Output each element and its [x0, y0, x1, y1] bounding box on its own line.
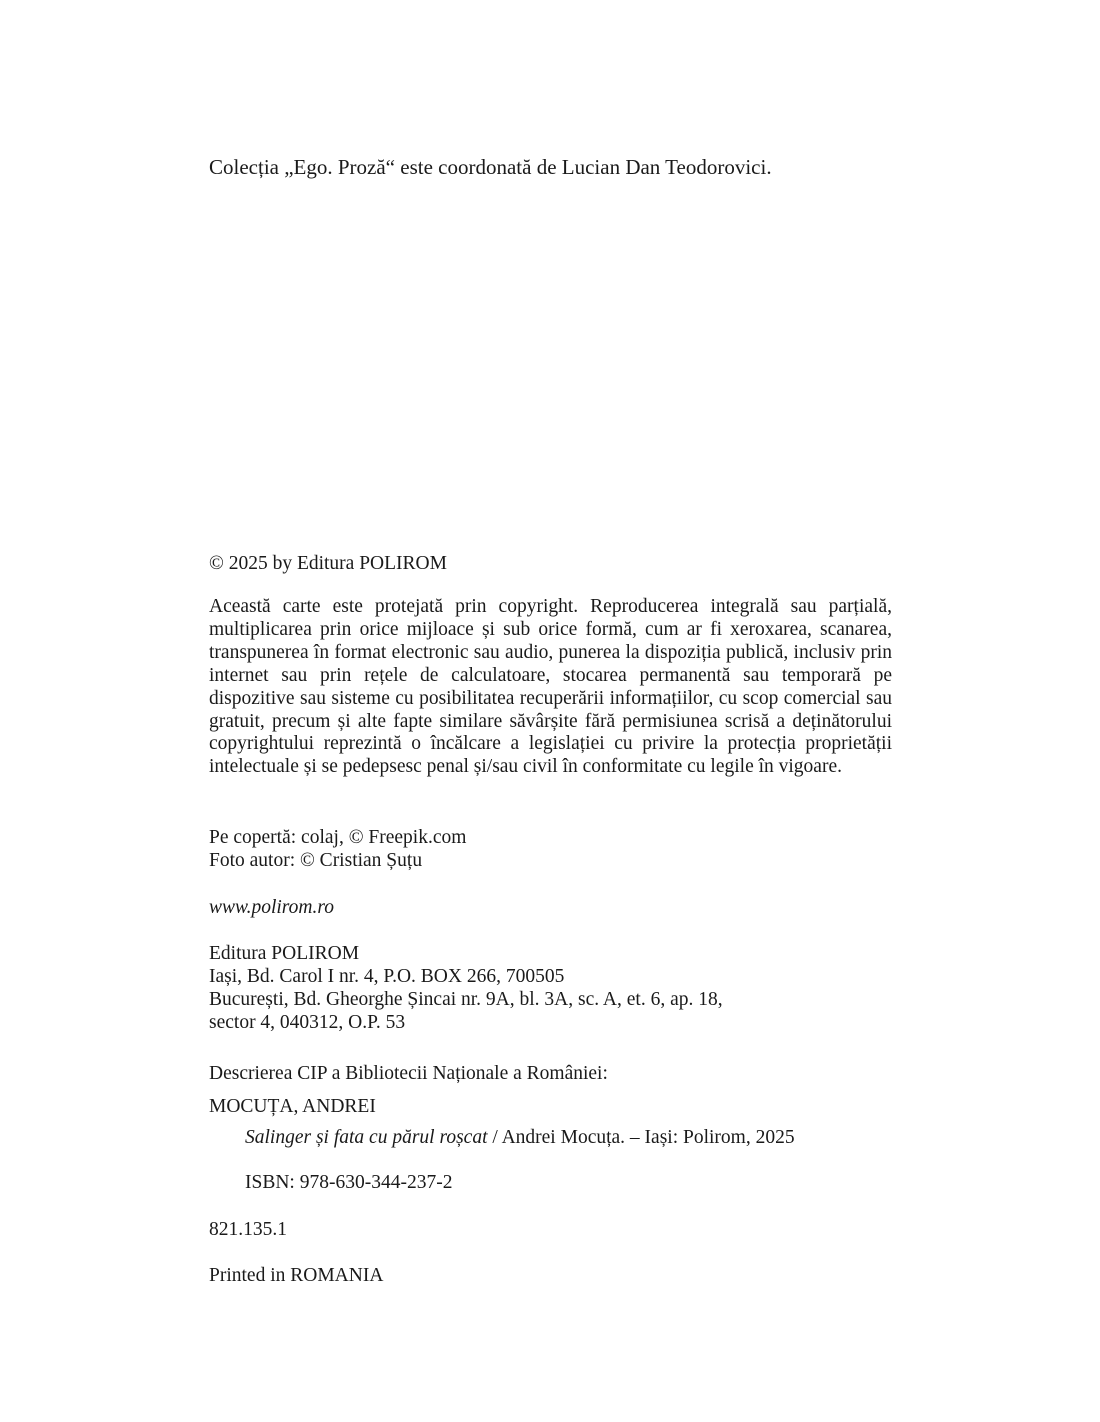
cover-credit: Pe copertă: colaj, © Freepik.com [209, 827, 467, 848]
copyright-line: © 2025 by Editura POLIROM [209, 553, 447, 574]
legal-notice: Această carte este protejată prin copyright. Reproducerea integrală sau parțială, multiplicarea prin orice mijloace și sub orice formă, cum ar fi xeroxarea, scanarea, transpunerea în format electronic sau audio, punerea la dispoziția publică, inclusiv prin internet sau prin rețele de calculatoare, stocarea permanentă sau temporară pe dispozitive sau sisteme cu posibilitatea recuperării informațiilor, cu scop comercial sau gratuit, precum și alte fapte similare săvârșite fără permisiunea scrisă a deținătorului copyrightului reprezintă o încălcare a legislației cu privire la protecția proprietății intelectuale și se pedepsesc penal și/sau civil în conformitate cu legile în vigoare. [209, 596, 892, 778]
address-bucuresti-line-2: sector 4, 040312, O.P. 53 [209, 1012, 406, 1033]
website-link: www.polirom.ro [209, 897, 334, 918]
printed-in: Printed in ROMANIA [209, 1265, 384, 1286]
cip-entry [245, 1126, 795, 1149]
cip-entry-details: / Andrei Mocuța. – Iași: Polirom, 2025 [487, 1127, 795, 1148]
address-bucuresti-line-1: București, Bd. Gheorghe Șincai nr. 9A, bl. 3A, sc. A, et. 6, ap. 18, [209, 989, 723, 1010]
image-credits [209, 826, 466, 872]
cip-author: MOCUȚA, ANDREI [209, 1096, 376, 1117]
photo-credit: Foto autor: © Cristian Șuțu [209, 850, 423, 871]
series-note: Colecția „Ego. Proză“ este coordonată de Lucian Dan Teodorovici. [209, 155, 772, 179]
cip-udc: 821.135.1 [209, 1219, 287, 1240]
cip-book-title: Salinger și fata cu părul roșcat [245, 1127, 488, 1148]
publisher-name: Editura POLIROM [209, 943, 360, 964]
address-iasi: Iași, Bd. Carol I nr. 4, P.O. BOX 266, 700505 [209, 966, 565, 987]
cip-isbn: ISBN: 978-630-344-237-2 [245, 1172, 453, 1193]
publisher-address [209, 942, 723, 1034]
cip-heading: Descrierea CIP a Bibliotecii Naționale a României: [209, 1063, 608, 1084]
